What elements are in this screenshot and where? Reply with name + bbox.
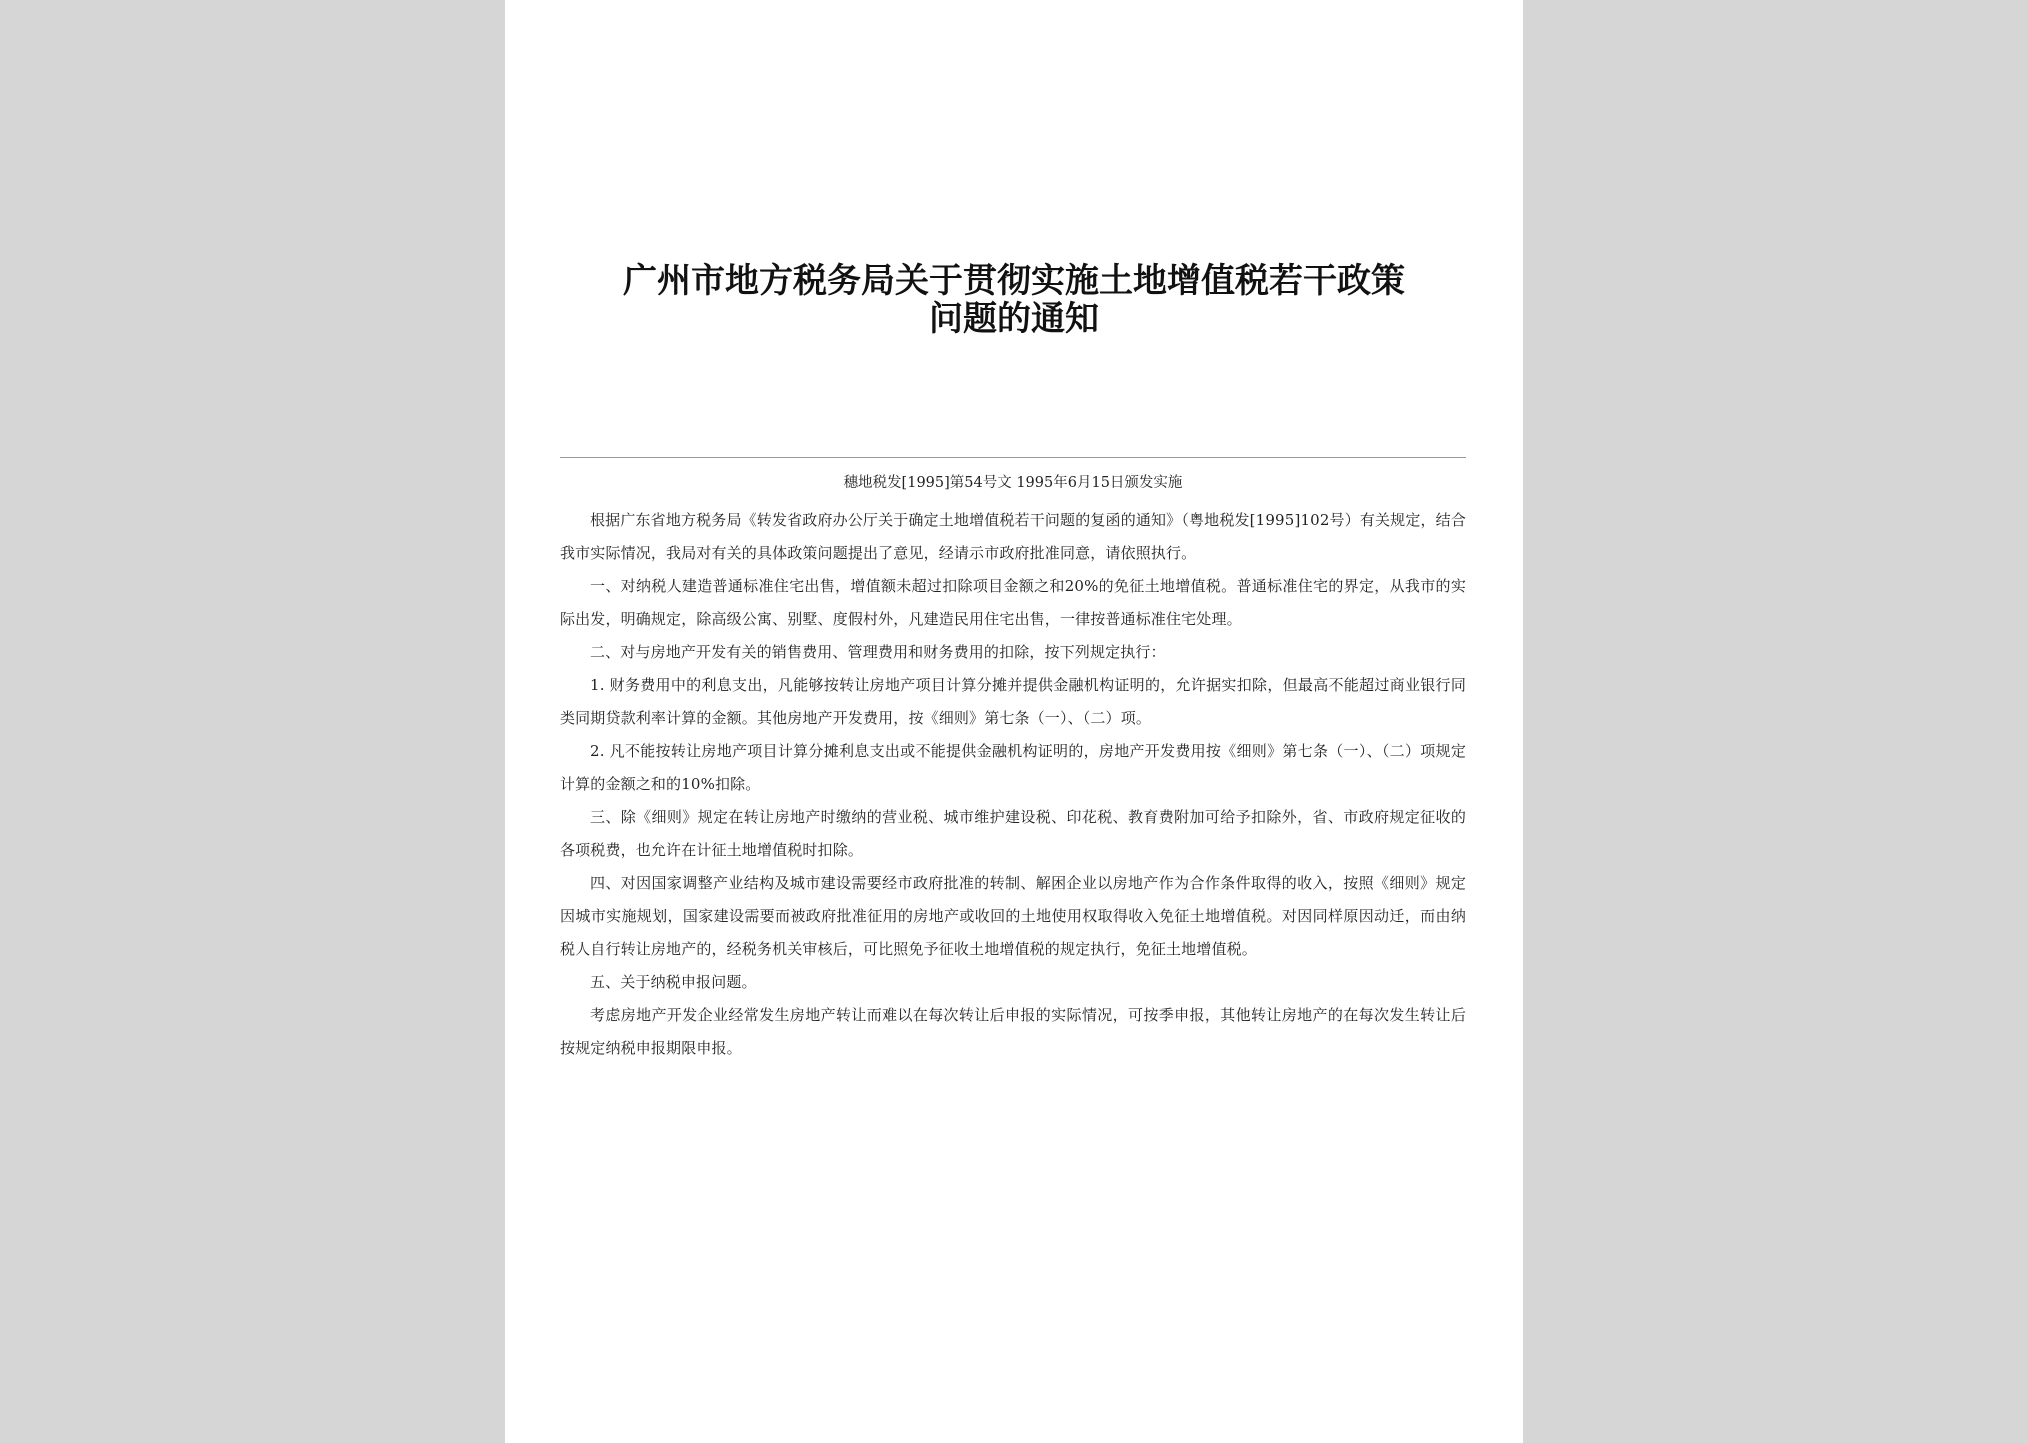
paragraph-item-1: 一、对纳税人建造普通标准住宅出售，增值额未超过扣除项目金额之和20%的免征土地增值税。普通标准住宅的界定，从我市的实际出发，明确规定，除高级公寓、别墅、度假村外，凡建造民用住宅出售，一律按普通标准住宅处理。	[560, 577, 1466, 628]
title-line-1: 广州市地方税务局关于贯彻实施土地增值税若干政策	[623, 261, 1405, 301]
title-divider	[560, 457, 1466, 458]
document-number-date: 穗地税发[1995]第54号文 1995年6月15日颁发实施	[843, 475, 1183, 491]
paragraph-item-5: 五、关于纳税申报问题。	[590, 973, 757, 991]
document-page	[505, 0, 1523, 1443]
document-body	[560, 504, 1466, 1065]
document-title	[545, 262, 1483, 338]
paragraph-item-2: 二、对与房地产开发有关的销售费用、管理费用和财务费用的扣除，按下列规定执行：	[590, 643, 1166, 661]
paragraph-item-4: 四、对因国家调整产业结构及城市建设需要经市政府批准的转制、解困企业以房地产作为合作条件取得的收入，按照《细则》规定因城市实施规划，国家建设需要而被政府批准征用的房地产或收回的土地使用权取得收入免征土地增值税。对因同样原因动迁，而由纳税人自行转让房地产的，经税务机关审核后，可比照免予征收土地增值税的规定执行，免征土地增值税。	[560, 874, 1466, 958]
paragraph-item-2-2: 2. 凡不能按转让房地产项目计算分摊利息支出或不能提供金融机构证明的，房地产开发费用按《细则》第七条（一）、（二）项规定计算的金额之和的10%扣除。	[560, 742, 1466, 793]
paragraph-item-2-1: 1. 财务费用中的利息支出，凡能够按转让房地产项目计算分摊并提供金融机构证明的，允许据实扣除，但最高不能超过商业银行同类同期贷款利率计算的金额。其他房地产开发费用，按《细则》第七条（一）、（二）项。	[560, 676, 1466, 727]
paragraph-item-3: 三、除《细则》规定在转让房地产时缴纳的营业税、城市维护建设税、印花税、教育费附加可给予扣除外，省、市政府规定征收的各项税费，也允许在计征土地增值税时扣除。	[560, 808, 1466, 859]
paragraph-item-5-detail: 考虑房地产开发企业经常发生房地产转让而难以在每次转让后申报的实际情况，可按季申报，其他转让房地产的在每次发生转让后按规定纳税申报期限申报。	[560, 1006, 1466, 1057]
title-line-2: 问题的通知	[929, 299, 1099, 339]
paragraph-preamble: 根据广东省地方税务局《转发省政府办公厅关于确定土地增值税若干问题的复函的通知》（粤地税发[1995]102号）有关规定，结合我市实际情况，我局对有关的具体政策问题提出了意见，经请示市政府批准同意，请依照执行。	[560, 511, 1466, 562]
